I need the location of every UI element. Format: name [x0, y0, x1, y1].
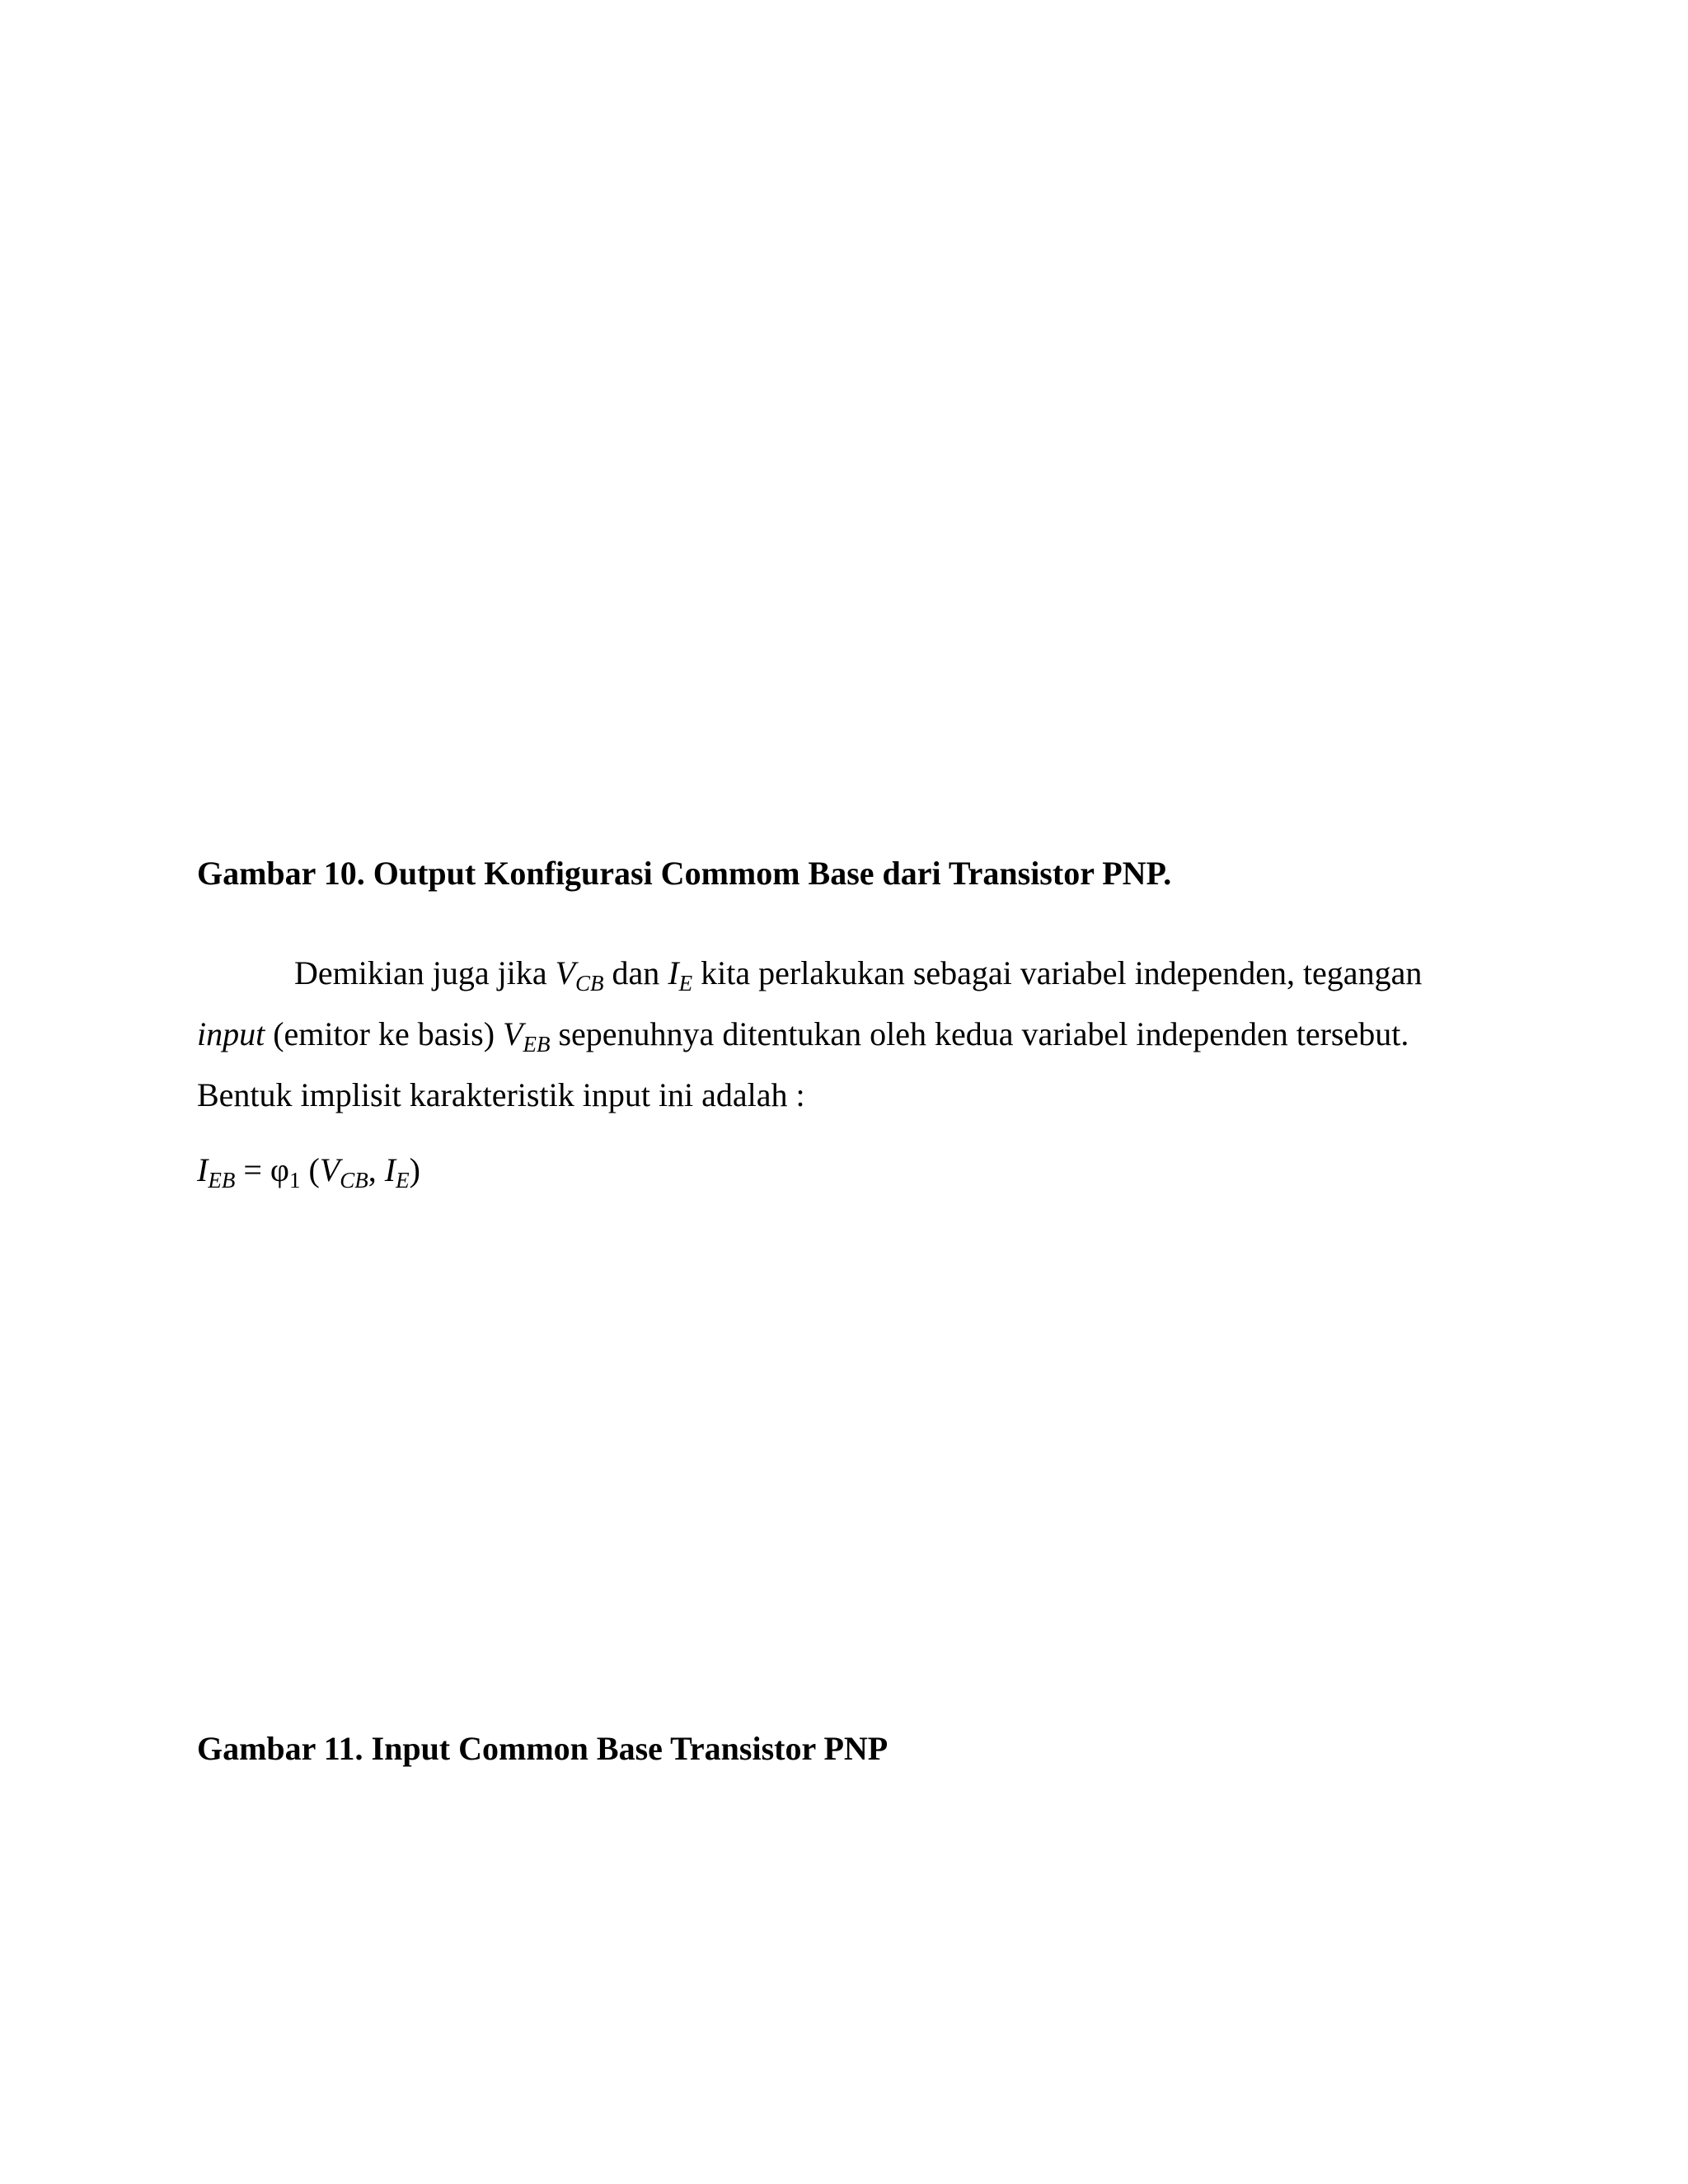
eq-equals-phi: = φ	[235, 1151, 289, 1188]
eq-open-paren: (	[300, 1151, 320, 1188]
eq-var-i: I	[384, 1151, 396, 1188]
eq-comma: ,	[368, 1151, 385, 1188]
eq-subscript-eb: EB	[208, 1168, 236, 1193]
text-run: dan	[603, 954, 668, 991]
eq-var-v: V	[319, 1151, 340, 1188]
variable-i: I	[668, 954, 679, 991]
body-paragraph	[197, 944, 1450, 1123]
figure-11-caption: Gambar 11. Input Common Base Transistor PNP	[197, 1730, 889, 1767]
text-run: Demikian juga jika	[294, 954, 556, 991]
text-run: (emitor ke basis)	[265, 1015, 504, 1052]
text-run: kita perlakukan sebagai variabel independen, tegangan	[692, 954, 1423, 991]
figure-10-caption: Gambar 10. Output Konfigurasi Commom Base dari Transistor PNP.	[197, 855, 1172, 892]
subscript-cb: CB	[575, 971, 604, 996]
eq-subscript-e: E	[396, 1168, 410, 1193]
paragraph-line-3: Bentuk implisit karakteristik input ini adalah :	[197, 1076, 805, 1113]
paragraph-line-1	[197, 944, 1450, 1005]
text-run: sepenuhnya ditentukan oleh kedua variabel independen tersebut.	[550, 1015, 1409, 1052]
eq-subscript-1: 1	[288, 1168, 301, 1193]
eq-subscript-cb: CB	[340, 1168, 368, 1193]
italic-word-input: input	[197, 1015, 265, 1052]
variable-v: V	[503, 1015, 523, 1052]
variable-v: V	[555, 954, 576, 991]
eq-lhs-i: I	[197, 1151, 209, 1188]
subscript-eb: EB	[523, 1032, 551, 1057]
subscript-e: E	[678, 971, 693, 996]
eq-close-paren: )	[409, 1151, 420, 1188]
paragraph-line-2	[197, 1005, 1450, 1066]
equation	[197, 1151, 420, 1193]
